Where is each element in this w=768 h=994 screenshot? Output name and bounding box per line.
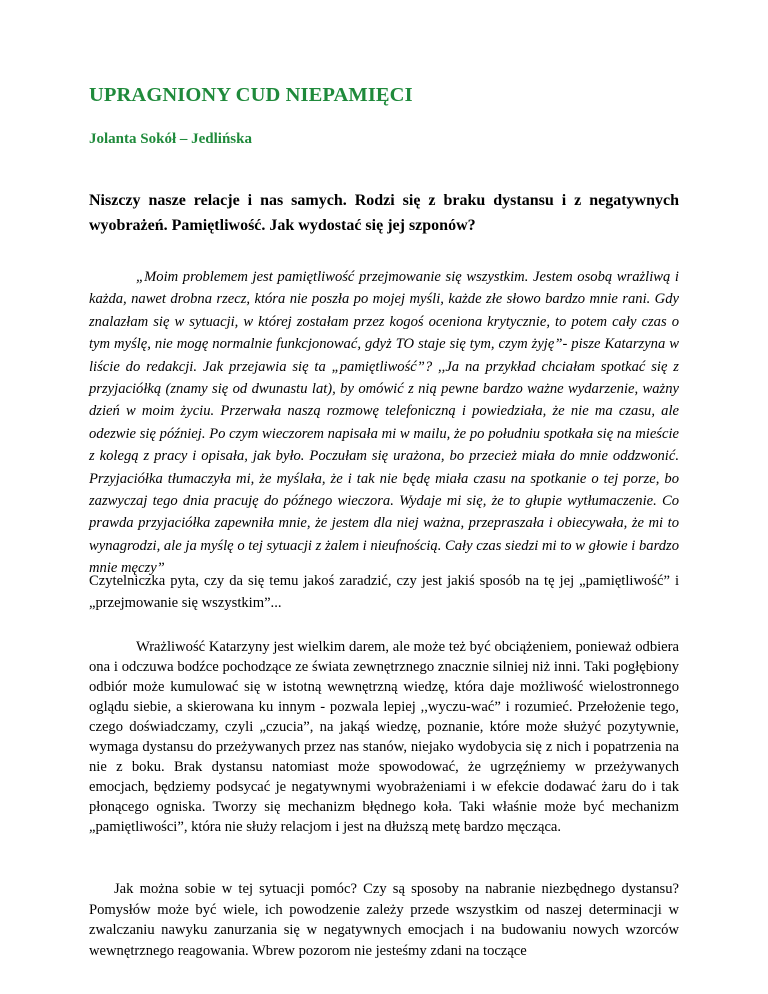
body-paragraph-2: Wrażliwość Katarzyny jest wielkim darem, ale może też być obciążeniem, ponieważ odbiera ona i odczuwa bodźce pochodzące ze świata zewnętrznego znacznie silniej niż inni. Taki pogłębiony odbiór może kumulować się w istotną wewnętrzną wiedzę, która daje możliwość wielostronnego oglądu siebie, a skierowana ku innym - pozwala lepiej ,,wyczu-wać” i rozumieć. Przełożenie tego, czego doświadczamy, czyli „czucia”, na jakąś wiedzę, poznanie, które może służyć pozytywnie, wymaga dystansu do przeżywanych przez nas stanów, niejako wydobycia się z nich i popatrzenia na nie z boku. Brak dystansu natomiast może spowodować, że ugrzęźniemy w przeżywanych emocjach, będziemy podsycać je negatywnymi wyobrażeniami i w efekcie dodawać żaru do i tak płonącego ogniska. Tworzy się mechanizm błędnego koła. Taki właśnie może być mechanizm „pamiętliwości”, która nie służy relacjom i jest na dłuższą metę bardzo męcząca. (89, 639, 679, 835)
reader-letter-quote: „Moim problemem jest pamiętliwość przejmowanie się wszystkim. Jestem osobą wrażliwą i każda, nawet drobna rzecz, która nie poszła po mojej myśli, każde złe słowo bardzo mnie rani. Gdy znalazłam się w sytuacji, w której zostałam przez kogoś oceniona krytycznie, to potem cały czas o tym myślę, nie mogę normalnie funkcjonować, gdyż TO staje się tym, czym żyję”- pisze Katarzyna w liście do redakcji. Jak przejawia się ta „pamiętliwość”? ,,Ja na przykład chciałam spotkać się z przyjaciółką (znamy się od dwunastu lat), by omówić z nią pewne bardzo ważne wydarzenie, ważny dzień w moim życiu. Przerwała naszą rozmowę telefoniczną i powiedziała, że nie ma czasu, ale odezwie się później. Po czym wieczorem napisała mi w mailu, że po południu spotkała się na mieście z kolegą z pracy i opisała, jak było. Poczułam się urażona, bo przecież miała do mnie oddzwonić. Przyjaciółka tłumaczyła mi, że myślała, że i tak nie będę miała czasu na spotkanie o tej porze, bo zazwyczaj tego dnia pracuję do późnego wieczora. Wydaje mi się, że to głupie wytłumaczenie. Co prawda przyjaciółka zapewniła mnie, że jestem dla niej ważna, przepraszała i obiecywała, że mi to wynagrodzi, ale ja myślę o tej sytuacji z żalem i nieufnością. Cały czas siedzi mi to w głowie i bardzo mnie męczy” (89, 269, 679, 577)
body-paragraph-3: Jak można sobie w tej sytuacji pomóc? Czy są sposoby na nabranie niezbędnego dystansu? Pomysłów może być wiele, ich powodzenie zależy przede wszystkim od naszej determinacji w zwalczaniu nawyku zanurzania się w negatywnych emocjach i na budowaniu nowych wzorców wewnętrznego reagowania. Wbrew pozorom nie jesteśmy zdani na toczące (89, 881, 679, 959)
article-lead: Niszczy nasze relacje i nas samych. Rodzi się z braku dystansu i z negatywnych wyobrażeń. Pamiętliwość. Jak wydostać się jej szponów? (89, 192, 679, 234)
article-title: UPRAGNIONY CUD NIEPAMIĘCI (89, 84, 413, 106)
body-paragraph-1: Czytelniczka pyta, czy da się temu jakoś zaradzić, czy jest jakiś sposób na tę jej „pamiętliwość” i „przejmowanie się wszystkim”... (89, 573, 679, 612)
article-author: Jolanta Sokół – Jedlińska (89, 131, 252, 147)
